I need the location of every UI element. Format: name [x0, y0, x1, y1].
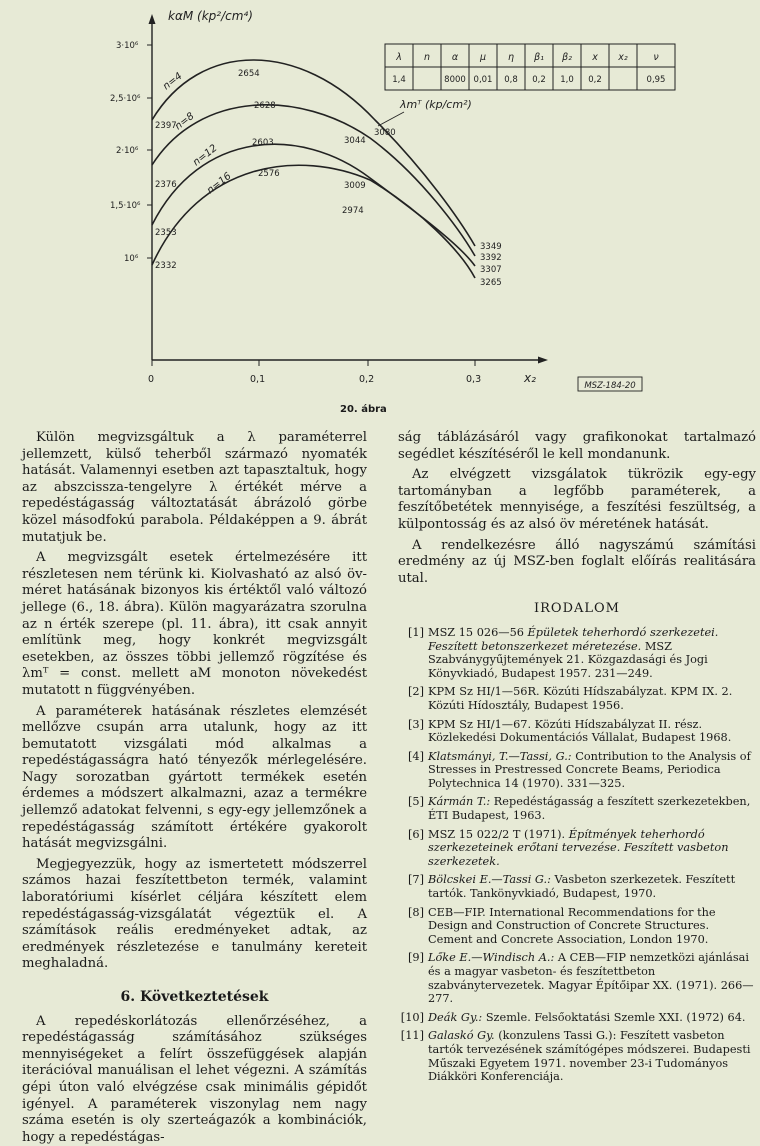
y-tick-label: 2,5·10⁶ — [110, 94, 141, 104]
paragraph: A repedéskorlátozás ellenőrzéséhez, a repedéstágasság számításához szükséges mennyiségeket a felírt összefüggések alapján iterációval manuálisan el lehet végezni. A számítás gépi úton való elvégzése csak minimális gépidőt igényel. A paraméterek viszonylag nem nagy száma esetén is oly szerteágazók a kombinációk, hogy a repedéstágas- — [22, 1013, 367, 1145]
reference-number: [4] — [407, 749, 424, 763]
y-tick-label: 2·10⁶ — [116, 146, 139, 156]
param-header: β₁ — [534, 52, 544, 63]
figure-caption: 20. ábra — [340, 404, 387, 415]
y-axis-arrow — [149, 14, 156, 24]
reference-number: [2] — [407, 685, 424, 699]
paragraph: Az elvégzett vizsgálatok tükrözik egy-egy tartományban a legfőbb paraméterek, a feszítőbetétek mennyisége, a feszítési feszültség, a külpontosság és az alsó öv méretének hatását. — [398, 467, 756, 532]
section-title: 6. Következtetések — [120, 989, 269, 1005]
reference-author: KPM Sz HI/1—56R. — [428, 685, 540, 699]
curve-n16 — [152, 165, 475, 278]
reference-author: Bölcskei E.—Tassi G.: — [428, 873, 551, 887]
reference-number: [3] — [407, 717, 424, 731]
curve-label-n16: n=16 — [205, 170, 234, 197]
curve-mid-value: 2974 — [342, 206, 364, 216]
x-tick-label: 0 — [148, 374, 155, 385]
reference-item — [398, 795, 756, 822]
reference-author: KPM Sz HI/1—67. — [428, 717, 532, 731]
reference-item — [398, 951, 756, 1005]
reference-rest: Contribution to the Analysis of Stresses in Prestressed Concrete Beams, Periodica Polytechnica 14 (1970). 331—325. — [428, 749, 751, 790]
reference-number: [7] — [407, 873, 424, 887]
curve-end-value: 3307 — [480, 265, 502, 275]
paragraph: A megvizsgált esetek értelmezésére itt részletesen nem térünk ki. Kiolvasható az alsó öv-méret hatásának bizonyos kis értéktől való változó jellege (6., 18. ábra). Külön magyarázatra szorulna az n érték szerepe (pl. 11. ábra), itt csak annyit említünk meg, hogy konkrét megvizsgált esetekben, az összes többi jellemző rögzítése és λmᵀ = const. mellett aM monoton növekedést mutatott n függvényében. — [22, 550, 367, 698]
paragraph: A rendelkezésre álló nagyszámú számítási eredmény az új MSZ-ben foglalt előírás realitására utal. — [398, 537, 756, 586]
param-header: α — [451, 52, 459, 63]
references-title: IRODALOM — [534, 601, 620, 617]
reference-list — [398, 626, 756, 1084]
curve-label-n12: n=12 — [191, 142, 220, 169]
reference-item — [398, 1011, 756, 1025]
curve-start-value: 2353 — [155, 228, 177, 238]
param-value: 1,0 — [560, 75, 574, 85]
reference-number: [1] — [407, 625, 424, 639]
reference-rest: (konzulens Tassi G.): Feszített vasbeton tartók tervezésének számítógépes módszerei. Budapesti Műszaki Egyetem 1971. november 23-i Tudományos Diákköri Konferenciája. — [428, 1029, 751, 1084]
paragraph: Külön megvizsgáltuk a λ paraméterrel jellemzett, külső teherből származó nyomaték hatását. Valamennyi esetben azt tapasztaltuk, hogy az abszcissza-tengelyre λ értékét mérve a repedéstágasság változtatását ábrázoló görbe közel másodfokú parabola. Példaképpen a 9. ábrát mutatjuk be. — [22, 430, 367, 545]
curve-peak-value: 2603 — [252, 138, 274, 148]
paragraph: Megjegyezzük, hogy az ismertetett módszerrel számos hazai feszítettbeton termék, valamint laboratóriumi kísérlet céljára készített elem repedéstágasság-vizsgálatát végeztük el. A számítások reális eredményeket adtak, az eredmények részletezése e tanulmány kereteit meghaladná. — [22, 856, 367, 972]
reference-rest: International Recommendations for the Design and Construction of Concrete Structures. Cement and Concrete Association, London 1970. — [428, 905, 716, 946]
reference-title: Építmények teherhordó szerkezeteinek erőtani tervezése. Feszített vasbeton szerkezetek. — [428, 827, 729, 868]
param-header: x₂ — [618, 52, 628, 63]
reference-author: Klatsmányi, T.—Tassi, G.: — [428, 749, 572, 763]
param-value: 0,01 — [473, 75, 493, 85]
reference-author: MSZ 15 022/2 T (1971). — [428, 827, 566, 841]
reference-author: Deák Gy.: — [428, 1010, 483, 1024]
reference-author: Galaskó Gy. — [428, 1029, 495, 1043]
param-header: ν — [653, 52, 659, 63]
reference-rest: Repedéstágasság a feszített szerkezetekben, ÉTI Budapest, 1963. — [428, 795, 751, 823]
curve-mid-value: 3009 — [344, 181, 366, 191]
reference-item — [398, 906, 756, 947]
reference-author: Kármán T.: — [428, 795, 491, 809]
x-tick-label: 0,2 — [359, 374, 375, 385]
param-header: μ — [479, 52, 487, 63]
reference-rest: Szemle. Felsőoktatási Szemle XXI. (1972) 64. — [485, 1010, 746, 1024]
x-ticks — [148, 360, 481, 385]
reference-item — [398, 685, 756, 712]
curve-peak-value: 2576 — [258, 169, 280, 179]
param-value: 0,95 — [646, 75, 666, 85]
reference-number: [9] — [407, 951, 424, 965]
curve-label-n4: n=4 — [161, 70, 185, 93]
reference-author: MSZ 15 026—56 — [428, 625, 524, 639]
param-value: 0,8 — [504, 75, 518, 85]
reference-number: [6] — [407, 827, 424, 841]
param-header: λ — [396, 52, 402, 63]
y-ticks — [110, 41, 152, 264]
reference-author: Lőke E.—Windisch A.: — [428, 951, 555, 965]
lambda-label: λmᵀ (kp/cm²) — [400, 98, 472, 111]
y-tick-label: 1,5·10⁶ — [110, 201, 141, 211]
reference-number: [8] — [407, 905, 424, 919]
curve-start-value: 2376 — [155, 180, 177, 190]
figure-20 — [0, 0, 760, 420]
reference-item — [398, 828, 756, 869]
y-tick-label: 10⁶ — [124, 254, 139, 264]
right-column — [398, 430, 756, 1089]
param-header: β₂ — [562, 52, 572, 63]
stamp-label: MSZ-184-20 — [584, 381, 636, 391]
curve-mid-value: 3080 — [374, 128, 396, 138]
reference-rest: Közúti Hídszabályzat II. rész. Közlekedési Dokumentációs Vállalat, Budapest 1968. — [428, 717, 732, 745]
param-header: n — [423, 52, 431, 63]
curve-n8 — [152, 105, 475, 256]
y-axis-label: kαM (kp²/cm⁴) — [168, 9, 253, 23]
paragraph: A paraméterek hatásának részletes elemzését mellőzve csupán arra utalunk, hogy az itt bemutatott vizsgálati mód alkalmas a repedéstágasságra ható tényezők mérlegelésére. Nagy sorozatban gyártott termékek esetén érdemes a módszert alkalmazni, azaz a termékre jellemző adatokat felvenni, s egy-egy jellemzőnek a repedéstágasság számított értékére gyakorolt hatását megvizsgálni. — [22, 703, 367, 852]
reference-number: [10] — [400, 1010, 424, 1024]
lambda-leader — [378, 112, 404, 126]
curve-end-value: 3349 — [480, 242, 502, 252]
params-table — [385, 44, 675, 90]
curve-mid-value: 3044 — [344, 136, 366, 146]
curve-start-value: 2397 — [155, 121, 177, 131]
reference-item — [398, 873, 756, 900]
curve-end-value: 3265 — [480, 278, 502, 288]
reference-rest: Közúti Hídszabályzat. KPM IX. 2. Közúti Hídosztály, Budapest 1956. — [428, 685, 733, 712]
param-value: 0,2 — [532, 75, 546, 85]
param-value: 0,2 — [588, 75, 602, 85]
curve-peak-value: 2628 — [254, 101, 276, 111]
paragraph: ság táblázásáról vagy grafikonokat tartalmazó segédlet készítéséről le kell mondanunk. — [398, 430, 756, 462]
curve-start-value: 2332 — [155, 261, 177, 271]
curve-label-n8: n=8 — [173, 110, 197, 133]
left-column — [22, 430, 367, 1146]
x-axis-arrow — [538, 357, 548, 364]
reference-number: [11] — [400, 1029, 424, 1043]
reference-rest: A CEB—FIP nemzetközi ajánlásai és a magyar vasbeton- és feszítettbeton szabványtervezetek. Magyar Építőipar XX. (1971). 266—277. — [428, 951, 754, 1006]
y-tick-label: 3·10⁶ — [116, 41, 139, 51]
param-value: 1,4 — [392, 75, 406, 85]
x-tick-label: 0,3 — [466, 374, 482, 385]
curve-end-value: 3392 — [480, 253, 502, 263]
x-axis-label: x₂ — [524, 371, 536, 385]
reference-item — [398, 750, 756, 791]
curve-peak-value: 2654 — [238, 69, 260, 79]
x-tick-label: 0,1 — [250, 374, 266, 385]
reference-title: Épületek teherhordó szerkezetei. Feszített betonszerkezet méretezése. — [428, 625, 719, 653]
reference-number: [5] — [407, 795, 424, 809]
param-header: η — [507, 52, 515, 63]
param-header: x — [592, 52, 598, 63]
reference-author: CEB—FIP. — [428, 905, 486, 919]
reference-item — [398, 626, 756, 680]
reference-rest: MSZ Szabványgyűjtemények 21. Közgazdasági és Jogi Könyvkiadó, Budapest 1957. 231—249. — [428, 639, 708, 680]
param-value: 8000 — [444, 75, 466, 85]
reference-rest: Vasbeton szerkezetek. Feszített tartók. Tankönyvkiadó, Budapest, 1970. — [428, 873, 736, 901]
reference-item — [398, 718, 756, 745]
